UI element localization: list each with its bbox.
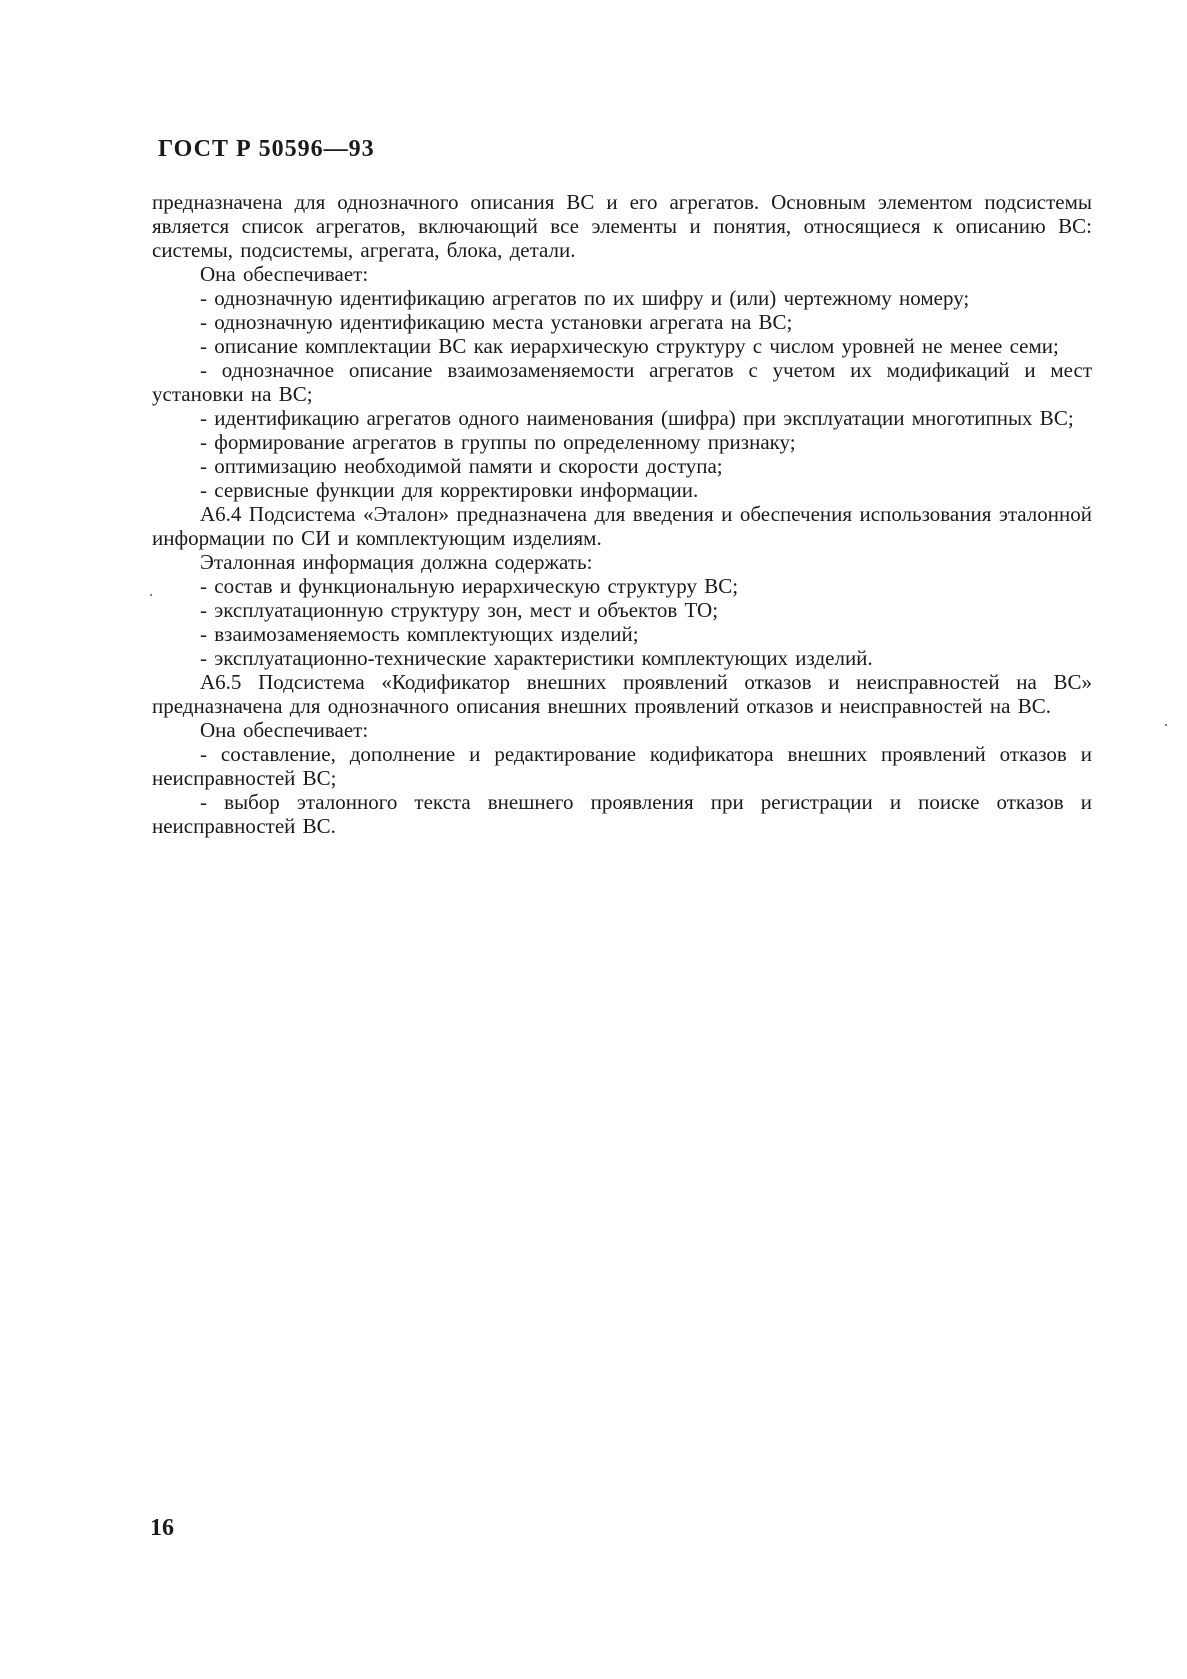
paragraph: - сервисные функции для корректировки информации. <box>200 478 699 502</box>
scan-speck <box>1165 724 1167 726</box>
document-header: ГОСТ Р 50596—93 <box>158 136 375 162</box>
paragraph: предназначена для однозначного описания ВС и его агрегатов. Основным элементом подсистемы является список агрегатов, включающий все элементы и понятия, относящиеся к описанию ВС: системы, подсистемы, агрегата, блока, детали. <box>152 190 1092 262</box>
paragraph: Она обеспечивает: <box>200 718 369 742</box>
paragraph: - составление, дополнение и редактирование кодификатора внешних проявлений отказов и неисправностей ВС; <box>152 742 1092 790</box>
paragraph: А6.4 Подсистема «Эталон» предназначена для введения и обеспечения использования эталонной информации по СИ и комплектующим изделиям. <box>152 502 1092 550</box>
paragraph: Эталонная информация должна содержать: <box>200 550 593 574</box>
paragraph: - оптимизацию необходимой памяти и скорости доступа; <box>200 454 723 478</box>
paragraph: - однозначную идентификацию места установки агрегата на ВС; <box>200 310 793 334</box>
page-number: 16 <box>150 1515 174 1541</box>
paragraph: - однозначную идентификацию агрегатов по их шифру и (или) чертежному номеру; <box>200 286 970 310</box>
paragraph: - идентификацию агрегатов одного наименования (шифра) при эксплуатации многотипных ВС; <box>200 406 1074 430</box>
scan-speck <box>150 594 152 596</box>
paragraph: - формирование агрегатов в группы по определенному признаку; <box>200 430 796 454</box>
paragraph: - однозначное описание взаимозаменяемости агрегатов с учетом их модификаций и мест установки на ВС; <box>152 358 1092 406</box>
paragraph: - состав и функциональную иерархическую структуру ВС; <box>200 574 739 598</box>
paragraph: - взаимозаменяемость комплектующих изделий; <box>200 622 639 646</box>
paragraph: - выбор эталонного текста внешнего проявления при регистрации и поиске отказов и неисправностей ВС. <box>152 790 1092 838</box>
body-text <box>152 190 1092 838</box>
paragraph: - описание комплектации ВС как иерархическую структуру с числом уровней не менее семи; <box>200 334 1059 358</box>
paragraph: - эксплуатационную структуру зон, мест и объектов ТО; <box>200 598 719 622</box>
paragraph: А6.5 Подсистема «Кодификатор внешних проявлений отказов и неисправностей на ВС» предназначена для однозначного описания внешних проявлений отказов и неисправностей на ВС. <box>152 670 1092 718</box>
paragraph: Она обеспечивает: <box>200 262 369 286</box>
paragraph: - эксплуатационно-технические характеристики комплектующих изделий. <box>200 646 873 670</box>
